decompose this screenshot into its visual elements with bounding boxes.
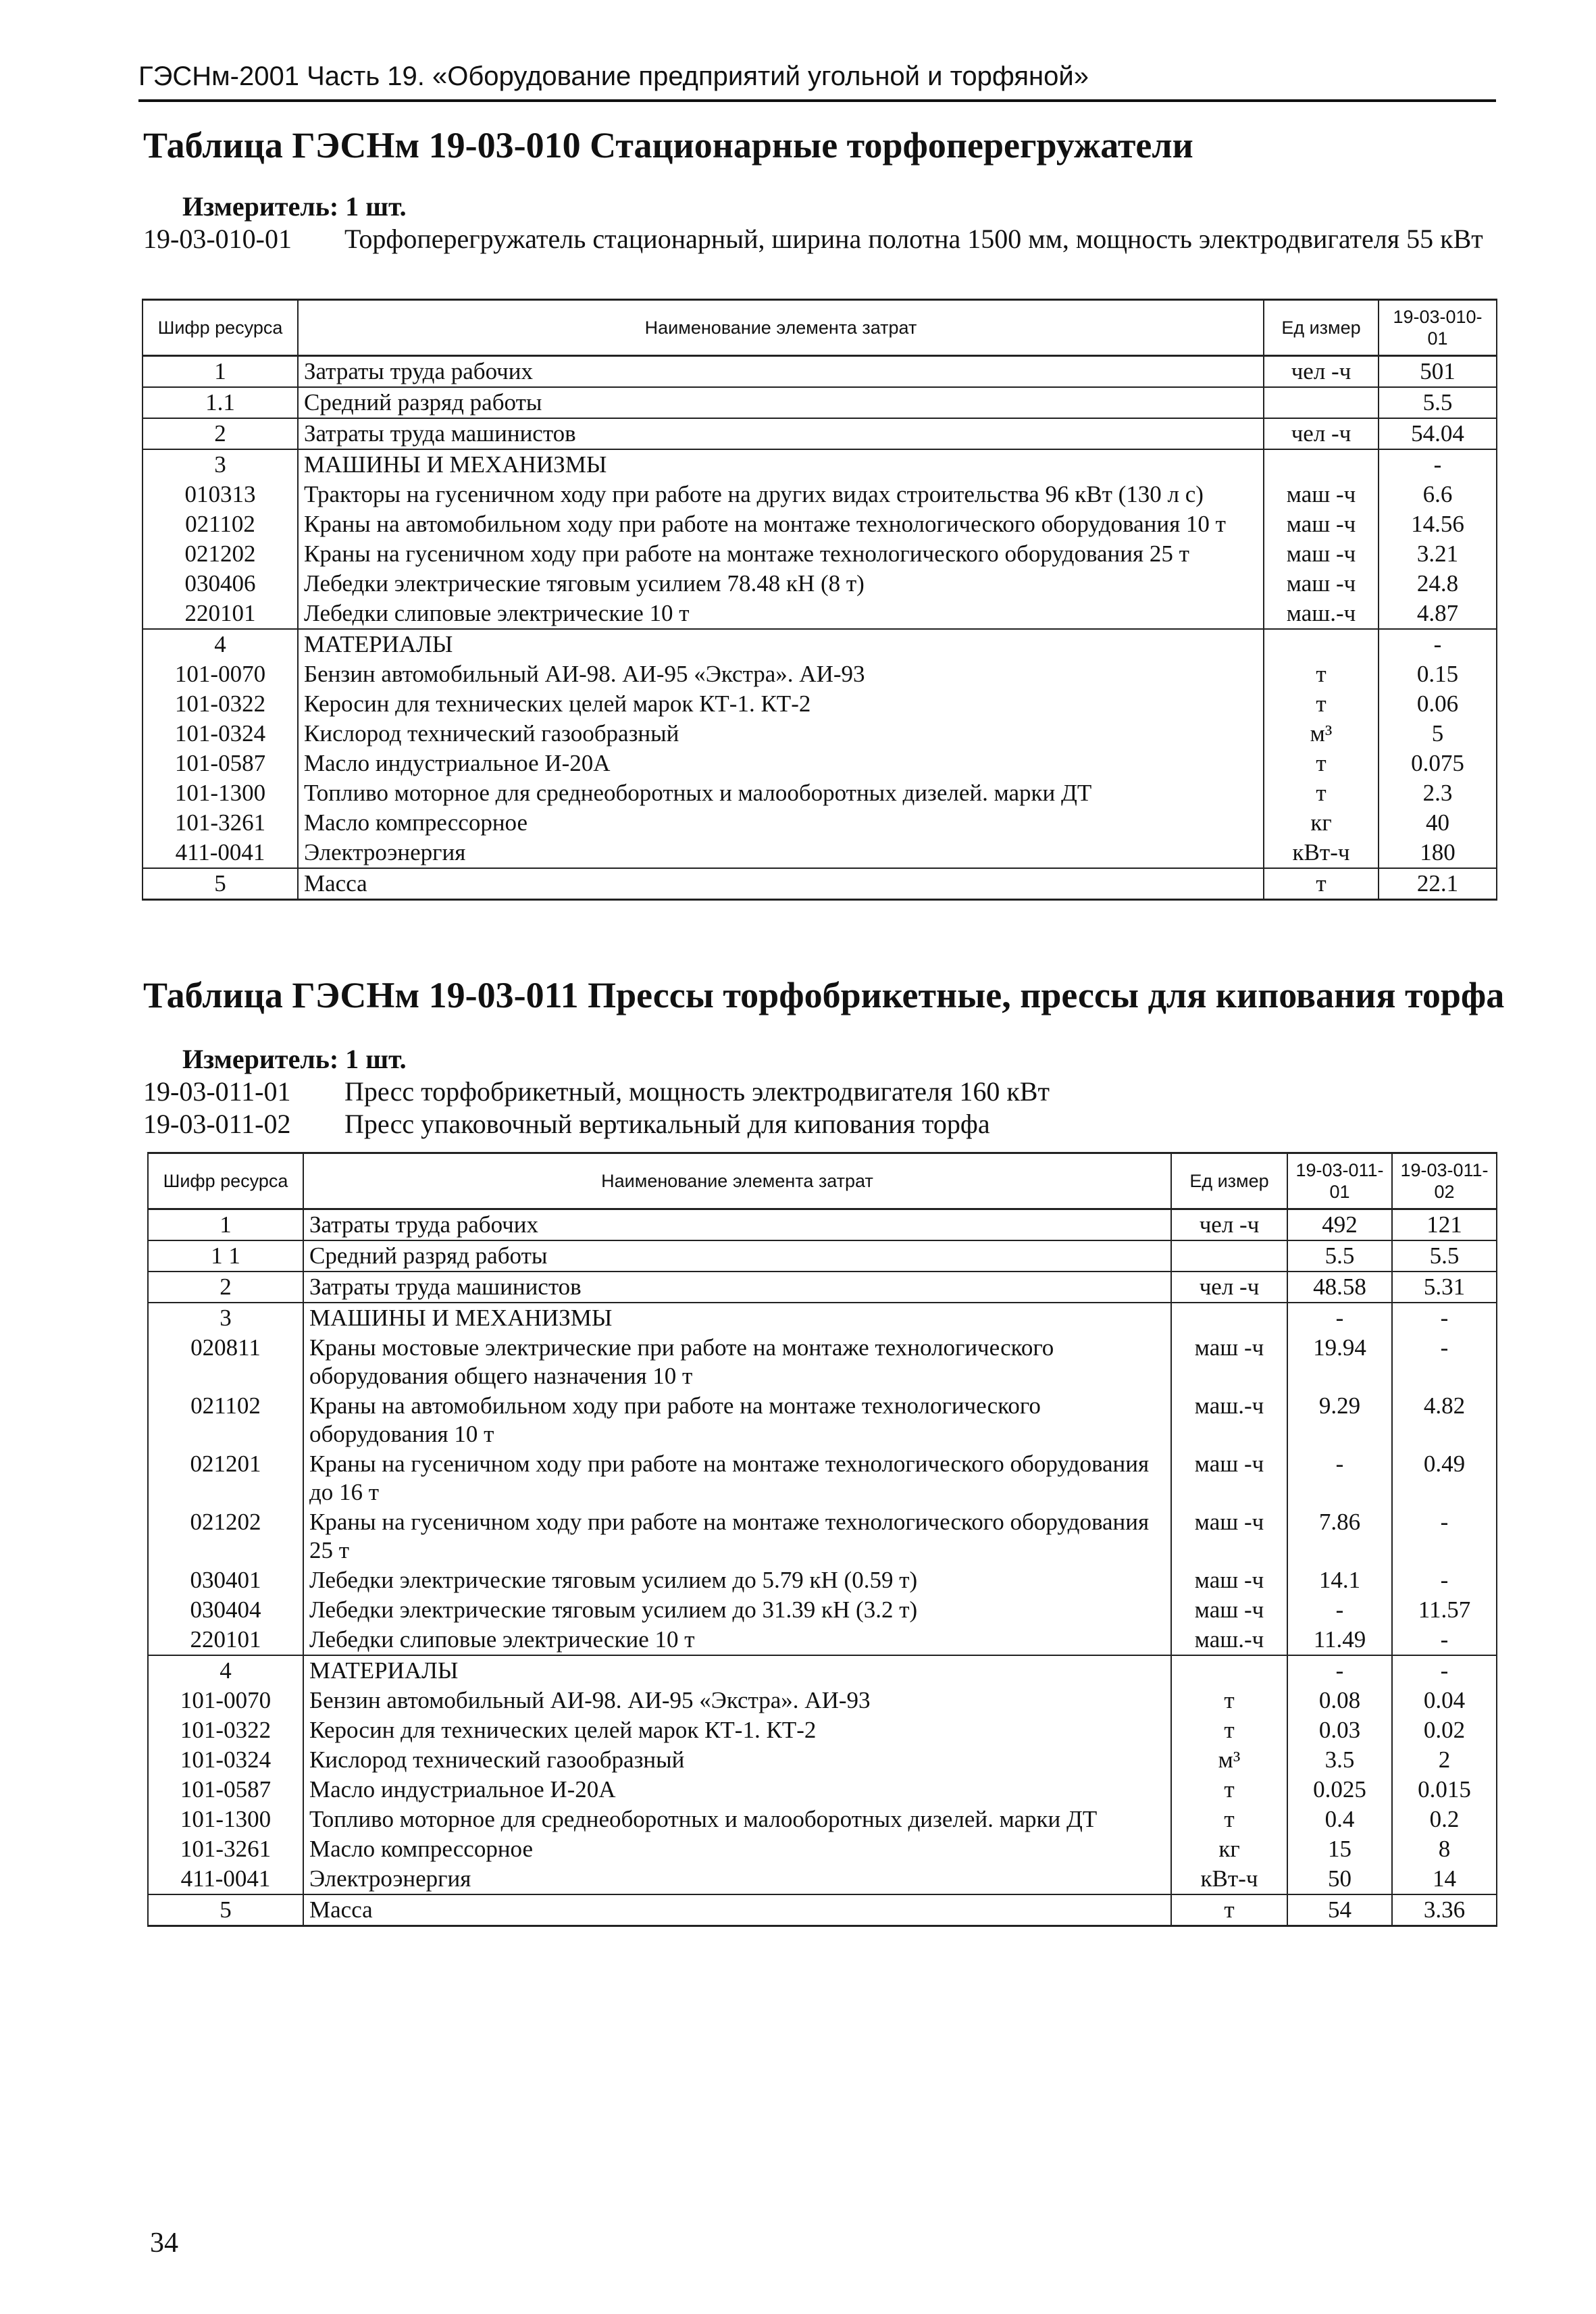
table-row: 220101 Лебедки слиповые электрические 10 т маш.-ч 4.87: [143, 599, 1497, 629]
table-row: 101-0324 Кислород технический газообразный м³ 5: [143, 719, 1497, 749]
table-row: 1 1 Средний разряд работы 5.5 5.5: [148, 1240, 1497, 1272]
table2-measure: [182, 1043, 407, 1076]
running-header: ГЭСНм-2001 Часть 19. «Оборудование предприятий угольной и торфяной»: [138, 61, 1089, 91]
table-row: 101-0587 Масло индустриальное И-20А т 0.025 0.015: [148, 1775, 1497, 1805]
table2-grid: [147, 1152, 1497, 1927]
table2-item-desc: Пресс торфобрикетный, мощность электродвигателя 160 кВт: [344, 1076, 1050, 1107]
table2-measure-value: 1 шт.: [345, 1044, 407, 1074]
table-row: 030404 Лебедки электрические тяговым усилием до 31.39 кН (3.2 т) маш -ч - 11.57: [148, 1595, 1497, 1625]
table1-col-value-1: 19-03-010-01: [1379, 300, 1497, 356]
table-row: 021201 Краны на гусеничном ходу при работе на монтаже технологического оборудования до 16 т маш -ч - 0.49: [148, 1449, 1497, 1507]
table-row: 220101 Лебедки слиповые электрические 10 т маш.-ч 11.49 -: [148, 1625, 1497, 1655]
table-row: 021202 Краны на гусеничном ходу при работе на монтаже технологического оборудования 25 т маш -ч 7.86 -: [148, 1507, 1497, 1565]
table-row: 101-0324 Кислород технический газообразный м³ 3.5 2: [148, 1745, 1497, 1775]
table1-measure-label: Измеритель:: [182, 191, 339, 222]
table-row: 1 Затраты труда рабочих чел -ч 501: [143, 356, 1497, 388]
table-row: 030401 Лебедки электрические тяговым усилием до 5.79 кН (0.59 т) маш -ч 14.1 -: [148, 1565, 1497, 1595]
table1-item-desc: Торфоперегружатель стационарный, ширина полотна 1500 мм, мощность электродвигателя 55 кВт: [344, 224, 1483, 254]
table-row: 101-1300 Топливо моторное для среднеоборотных и малооборотных дизелей. марки ДТ т 2.3: [143, 778, 1497, 808]
table-row: 4 МАТЕРИАЛЫ -: [143, 629, 1497, 659]
table1-col-code: Шифр ресурса: [143, 300, 298, 356]
table-row: 101-0070 Бензин автомобильный АИ-98. АИ-95 «Экстра». АИ-93 т 0.08 0.04: [148, 1686, 1497, 1715]
table-row: 2 Затраты труда машинистов чел -ч 54.04: [143, 418, 1497, 449]
table-row: 020811 Краны мостовые электрические при работе на монтаже технологического оборудования общего назначения 10 т маш -ч 19.94 -: [148, 1333, 1497, 1391]
table-row: 101-3261 Масло компрессорное кг 40: [143, 808, 1497, 838]
table1-col-name: Наименование элемента затрат: [298, 300, 1264, 356]
table-row: 101-0070 Бензин автомобильный АИ-98. АИ-95 «Экстра». АИ-93 т 0.15: [143, 659, 1497, 689]
table-row: 1.1 Средний разряд работы 5.5: [143, 387, 1497, 418]
table-row: 021102 Краны на автомобильном ходу при работе на монтаже технологического оборудования 10 т маш.-ч 9.29 4.82: [148, 1391, 1497, 1449]
table-row: 010313 Тракторы на гусеничном ходу при работе на других видах строительства 96 кВт (130 л с) маш -ч 6.6: [143, 480, 1497, 509]
table2-item: [143, 1076, 1508, 1108]
table1-item-code: 19-03-010-01: [143, 224, 292, 254]
table-row: 411-0041 Электроэнергия кВт-ч 180: [143, 838, 1497, 868]
table1-title: Таблица ГЭСНм 19-03-010 Стационарные торфоперегружатели: [143, 125, 1193, 166]
table-row: 2 Затраты труда машинистов чел -ч 48.58 5.31: [148, 1272, 1497, 1303]
table2-header-row: [148, 1153, 1497, 1209]
table-row: 101-0587 Масло индустриальное И-20А т 0.075: [143, 749, 1497, 778]
table1-measure-value: 1 шт.: [345, 191, 407, 222]
table2-col-value-1: 19-03-011-01: [1287, 1153, 1392, 1209]
table-row: 101-1300 Топливо моторное для среднеоборотных и малооборотных дизелей. марки ДТ т 0.4 0.2: [148, 1805, 1497, 1834]
table1-col-unit: Ед измер: [1264, 300, 1379, 356]
table2-item-code: 19-03-011-02: [143, 1109, 291, 1139]
table-row: 101-3261 Масло компрессорное кг 15 8: [148, 1834, 1497, 1864]
table-row: 101-0322 Керосин для технических целей марок КТ-1. КТ-2 т 0.03 0.02: [148, 1715, 1497, 1745]
table-row: 021202 Краны на гусеничном ходу при работе на монтаже технологического оборудования 25 т маш -ч 3.21: [143, 539, 1497, 569]
table-row: 4 МАТЕРИАЛЫ - -: [148, 1655, 1497, 1686]
table1-measure: [182, 191, 407, 223]
table2-measure-label: Измеритель:: [182, 1044, 339, 1074]
table2-item-code: 19-03-011-01: [143, 1076, 291, 1107]
table1-grid: [142, 299, 1497, 901]
table-row: 1 Затраты труда рабочих чел -ч 492 121: [148, 1209, 1497, 1241]
table-row: 030406 Лебедки электрические тяговым усилием 78.48 кН (8 т) маш -ч 24.8: [143, 569, 1497, 599]
table2-col-name: Наименование элемента затрат: [303, 1153, 1171, 1209]
table2-item: [143, 1108, 1508, 1140]
table2-item-desc: Пресс упаковочный вертикальный для кипования торфа: [344, 1109, 990, 1139]
table-row: 5 Масса т 54 3.36: [148, 1894, 1497, 1926]
table-row: 3 МАШИНЫ И МЕХАНИЗМЫ - -: [148, 1303, 1497, 1333]
table2-col-value-2: 19-03-011-02: [1392, 1153, 1497, 1209]
table1-header-row: [143, 300, 1497, 356]
table2-col-code: Шифр ресурса: [148, 1153, 303, 1209]
table-row: 411-0041 Электроэнергия кВт-ч 50 14: [148, 1864, 1497, 1894]
table2-col-unit: Ед измер: [1171, 1153, 1287, 1209]
table2-title: Таблица ГЭСНм 19-03-011 Прессы торфобрикетные, прессы для кипования торфа: [143, 975, 1505, 1015]
page-number: 34: [150, 2228, 178, 2259]
table-row: 5 Масса т 22.1: [143, 868, 1497, 900]
table-row: 3 МАШИНЫ И МЕХАНИЗМЫ -: [143, 449, 1497, 480]
table1-item: [143, 223, 1508, 255]
table-row: 101-0322 Керосин для технических целей марок КТ-1. КТ-2 т 0.06: [143, 689, 1497, 719]
header-rule: [138, 99, 1496, 102]
table-row: 021102 Краны на автомобильном ходу при работе на монтаже технологического оборудования 10 т маш -ч 14.56: [143, 509, 1497, 539]
